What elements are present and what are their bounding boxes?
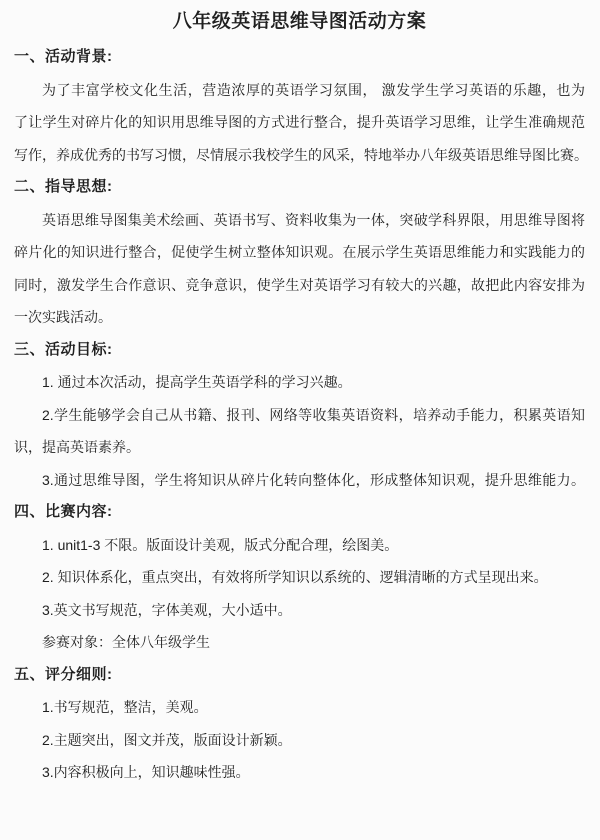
- paragraph-line: 同时，激发学生合作意识、竞争意识，使学生对英语学习有较大的兴趣，故把此内容安排为: [14, 276, 585, 293]
- paragraph-line: 一次实践活动。: [14, 309, 112, 325]
- list-item: 1. 通过本次活动，提高学生英语学科的学习兴趣。: [42, 374, 352, 390]
- list-item: 2.主题突出，图文并茂，版面设计新颖。: [42, 731, 292, 748]
- section-heading-guiding-ideology: 二、指导思想:: [14, 178, 113, 195]
- paragraph-line: 碎片化的知识进行整合，促使学生树立整体知识观。在展示学生英语思维能力和实践能力的: [14, 244, 585, 260]
- paragraph-line: 为了丰富学校文化生活，营造浓厚的英语学习氛围， 激发学生学习英语的乐趣，也为: [42, 81, 585, 98]
- section-heading-competition-content: 四、比赛内容:: [14, 503, 113, 520]
- section-heading-activity-background: 一、活动背景:: [14, 48, 113, 65]
- paragraph-line: 识，提高英语素养。: [14, 439, 140, 455]
- list-item: 3.英文书写规范，字体美观，大小适中。: [42, 601, 292, 618]
- list-item: 1. unit1-3 不限。版面设计美观，版式分配合理，绘图美。: [42, 536, 399, 553]
- document-title: 八年级英语思维导图活动方案: [172, 11, 427, 32]
- list-item: 2.学生能够学会自己从书籍、报刊、网络等收集英语资料，培养动手能力，积累英语知: [42, 406, 585, 423]
- list-item: 2. 知识体系化，重点突出，有效将所学知识以系统的、逻辑清晰的方式呈现出来。: [42, 569, 548, 585]
- list-item: 1.书写规范，整洁，美观。: [42, 699, 208, 715]
- paragraph-line: 写作，养成优秀的书写习惯，尽情展示我校学生的风采，特地举办八年级英语思维导图比赛。: [14, 146, 588, 163]
- section-heading-scoring-rules: 五、评分细则:: [14, 665, 113, 683]
- paragraph-line: 英语思维导图集美术绘画、英语书写、资料收集为一体，突破学科界限，用思维导图将: [42, 211, 585, 228]
- document-body: [14, 41, 588, 789]
- paragraph-line: 了让学生对碎片化的知识用思维导图的方式进行整合，提升英语学习思维，让学生准确规范: [14, 114, 585, 130]
- section-heading-activity-goals: 三、活动目标:: [14, 340, 113, 358]
- participants-line: 参赛对象：全体八年级学生: [42, 634, 210, 650]
- list-item: 3.内容积极向上，知识趣味性强。: [42, 764, 250, 780]
- list-item: 3.通过思维导图，学生将知识从碎片化转向整体化，形成整体知识观，提升思维能力。: [42, 471, 585, 488]
